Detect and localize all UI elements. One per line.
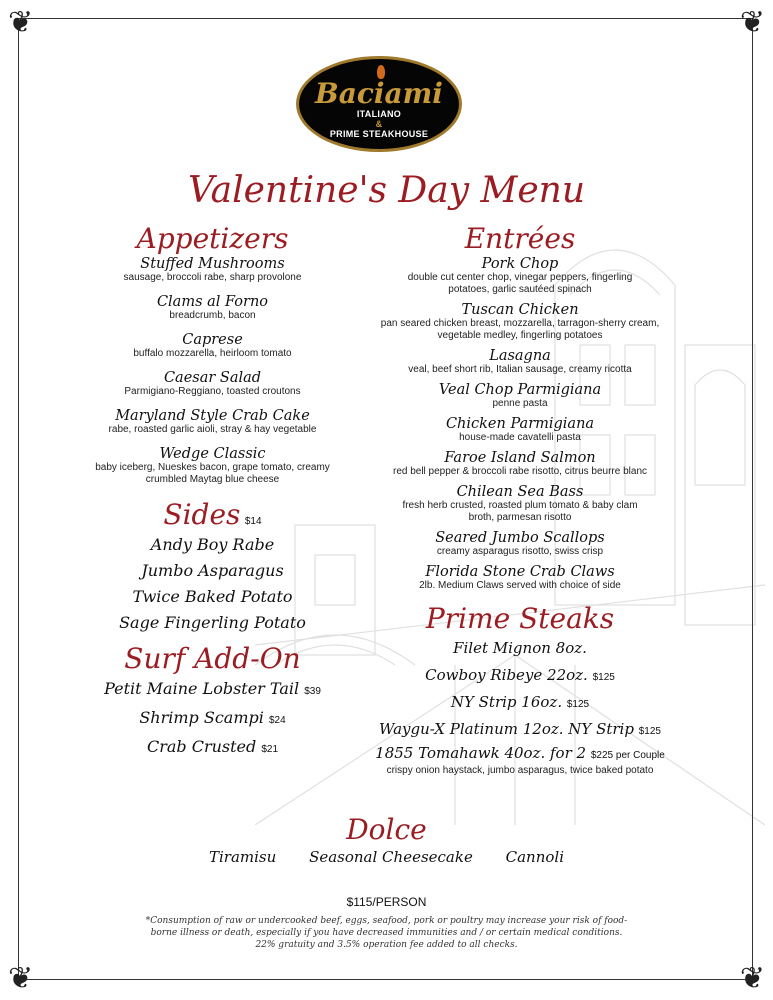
item-name: NY Strip 16oz. [450,693,563,711]
corner-ornament-icon: ❦ [739,5,765,40]
item-desc: pan seared chicken breast, mozzarella, tarragon-sherry cream, vegetable medley, fingerling potatoes [380,318,660,341]
item-desc: buffalo mozzarella, heirloom tomato [133,348,292,359]
surf-item [60,676,365,705]
entree-item [335,564,705,592]
price-per-person: $115/PERSON [346,895,427,909]
item-desc: creamy asparagus risotto, swiss crisp [436,546,604,557]
disclaimer: *Consumption of raw or undercooked beef, eggs, seafood, pork or poultry may increase your risk of food-borne illness or death, especially if you have decreased immunities and / or certain medical conditions. 22% gratuity and 3.5% operation fee added to all checks. [145,916,628,950]
logo-line-2: PRIME STEAKHOUSE [329,129,429,139]
item-desc: breadcrumb, bacon [169,310,256,321]
entree-item [335,530,705,558]
side-item: Jumbo Asparagus [141,561,284,580]
item-desc: penne pasta [492,398,548,409]
steak-item [335,690,705,717]
item-price: $125 [592,672,615,683]
item-name: Tuscan Chicken [461,302,579,318]
side-item: Andy Boy Rabe [150,535,275,554]
item-name: Faroe Island Salmon [444,450,596,466]
entree-item [335,484,705,524]
logo-ampersand: & [375,119,383,129]
item-desc: 2lb. Medium Claws served with choice of side [419,580,621,591]
entree-item [335,302,705,342]
item-price: $225 per Couple [590,750,665,761]
dolce-item: Cannoli [505,848,564,866]
appetizer-item [60,256,365,284]
surf-item [60,705,365,734]
item-desc: Parmigiano-Reggiano, toasted croutons [124,386,301,397]
corner-ornament-icon: ❦ [8,5,34,40]
logo-name: Baciami [315,77,443,110]
item-name: Florida Stone Crab Claws [425,564,615,580]
item-name: Caesar Salad [163,370,262,386]
menu-title: Valentine's Day Menu [187,170,586,211]
item-name: Clams al Forno [156,294,269,310]
item-name: Veal Chop Parmigiana [438,382,602,398]
surf-heading: Surf Add-On [124,642,301,675]
item-name: Seared Jumbo Scallops [435,530,605,546]
item-name: Shrimp Scampi [139,708,264,727]
item-name: Stuffed Mushrooms [140,256,285,272]
steak-item [335,717,705,744]
side-item: Twice Baked Potato [132,587,293,606]
tomahawk-desc: crispy onion haystack, jumbo asparagus, twice baked potato [386,765,654,776]
item-name: Chicken Parmigiana [445,416,595,432]
item-price: $125 [638,726,661,737]
entree-item [335,416,705,444]
sides-price: $14 [244,516,262,527]
item-name: Crab Crusted [146,737,257,756]
entree-item [335,256,705,296]
corner-ornament-icon: ❦ [8,961,34,996]
item-name: 1855 Tomahawk 40oz. for 2 [375,744,587,762]
corner-ornament-icon: ❦ [739,961,765,996]
item-name: Pork Chop [481,256,559,272]
item-name: Waygu-X Platinum 12oz. NY Strip [378,720,634,738]
logo-line-1: ITALIANO [356,109,402,119]
entree-item [335,348,705,376]
item-name: Cowboy Ribeye 22oz. [425,666,588,684]
item-desc: double cut center chop, vinegar peppers, fingerling potatoes, garlic sautéed spinach [407,272,633,295]
item-price: $21 [261,744,279,755]
dolce-item: Seasonal Cheesecake [309,848,473,866]
item-name: Petit Maine Lobster Tail [104,679,300,698]
surf-item [60,734,365,763]
sides-heading: Sides [163,498,241,531]
item-desc: red bell pepper & broccoli rabe risotto, citrus beurre blanc [392,466,648,477]
entree-item [335,450,705,478]
right-column [335,222,705,777]
appetizer-item [60,332,365,360]
item-name: Maryland Style Crab Cake [115,408,310,424]
item-name: Wedge Classic [159,446,266,462]
side-item: Sage Fingerling Potato [119,613,306,632]
item-desc: baby iceberg, Nueskes bacon, grape tomato, creamy crumbled Maytag blue cheese [95,462,330,485]
dolce-heading: Dolce [346,813,427,846]
item-name: Filet Mignon 8oz. [453,639,587,657]
steak-item [335,663,705,690]
left-column [60,222,365,763]
steaks-heading: Prime Steaks [425,602,615,635]
sides-heading-row [60,498,365,532]
dolce-item: Tiramisu [208,848,277,866]
item-desc: house-made cavatelli pasta [459,432,581,443]
item-desc: fresh herb crusted, roasted plum tomato & baby clam broth, parmesan risotto [402,500,638,523]
item-name: Chilean Sea Bass [456,484,584,500]
appetizers-heading: Appetizers [136,222,289,255]
dolce-items [0,848,773,866]
appetizer-item [60,446,365,486]
item-desc: rabe, roasted garlic aioli, stray & hay vegetable [108,424,317,435]
steak-item [335,744,705,765]
entrees-heading: Entrées [464,222,576,255]
item-price: $24 [268,715,286,726]
item-price: $39 [304,686,321,697]
item-name: Lasagna [489,348,551,364]
item-desc: veal, beef short rib, Italian sausage, creamy ricotta [408,364,632,375]
item-name: Caprese [182,332,243,348]
appetizer-item [60,370,365,398]
entree-item [335,382,705,410]
appetizer-item [60,408,365,436]
appetizer-item [60,294,365,322]
item-desc: sausage, broccoli rabe, sharp provolone [123,272,302,283]
steak-item [335,636,705,663]
item-price: $125 [566,699,590,710]
restaurant-logo [296,56,462,152]
